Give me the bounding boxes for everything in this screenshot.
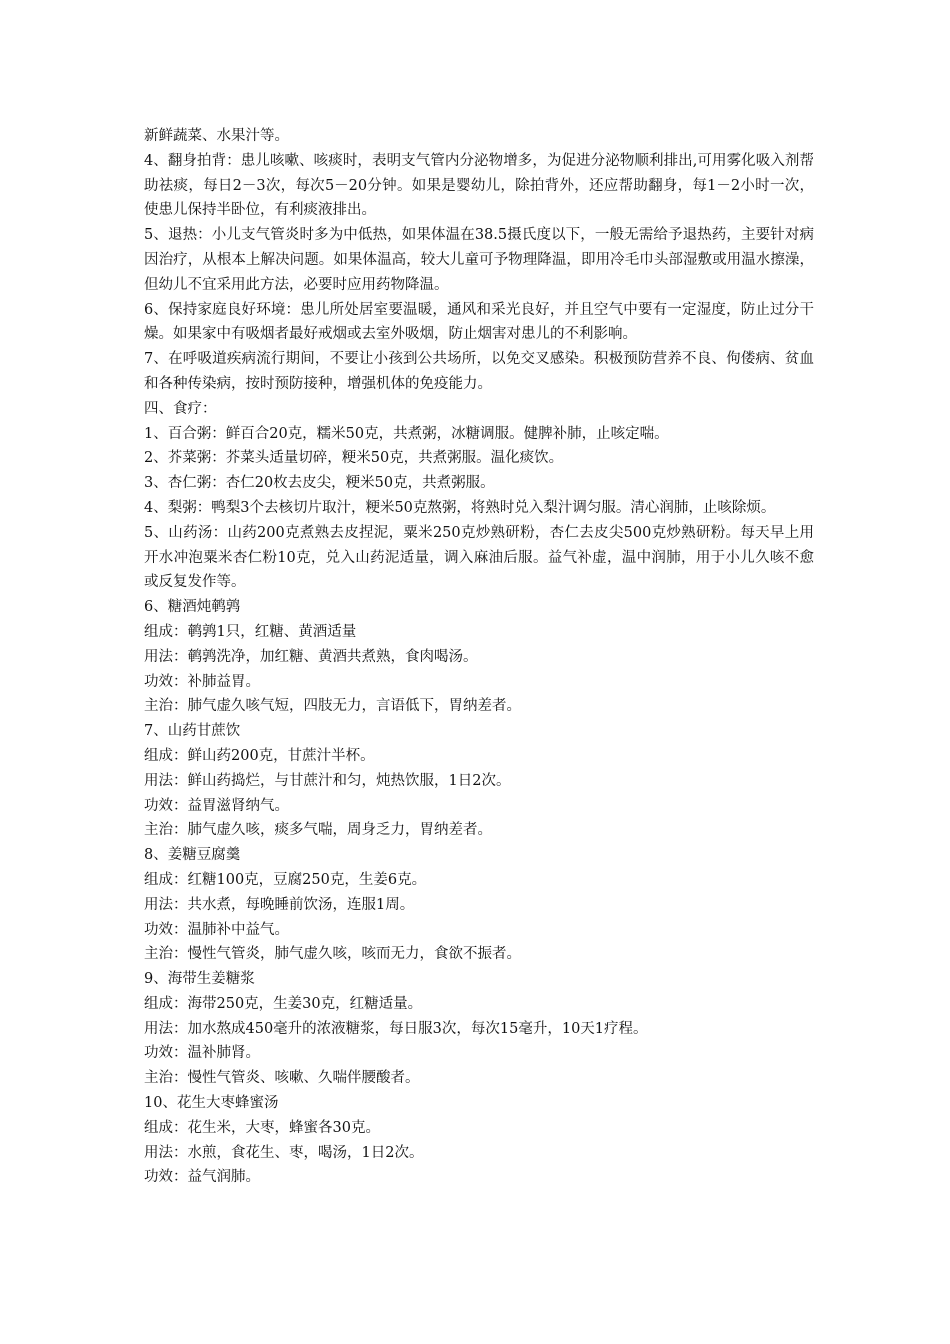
recipe-6-title: 6、糖酒炖鹌鹑 [144,599,241,616]
document-page [144,124,814,1190]
recipe-8-indication: 主治：慢性气管炎，肺气虚久咳，咳而无力，食欲不振者。 [144,946,521,963]
recipe-10-usage: 用法：水煎，食花生、枣，喝汤，1日2次。 [144,1144,424,1161]
recipe-9-indication: 主治：慢性气管炎、咳嗽、久喘伴腰酸者。 [144,1070,420,1087]
recipe-9-ingredients: 组成：海带250克，生姜30克，红糖适量。 [144,995,423,1012]
paragraph-care-6: 6、保持家庭良好环境：患儿所处居室要温暖，通风和采光良好，并且空气中要有一定湿度，防止过分干燥。如果家中有吸烟者最好戒烟或去室外吸烟，防止烟害对患儿的不利影响。 [144,301,814,343]
recipe-3: 3、杏仁粥：杏仁20枚去皮尖，粳米50克，共煮粥服。 [144,475,495,492]
section-heading-diet: 四、食疗： [144,400,217,417]
recipe-7-usage: 用法：鲜山药捣烂，与甘蔗汁和匀，炖热饮服，1日2次。 [144,772,511,789]
recipe-8-ingredients: 组成：红糖100克，豆腐250克，生姜6克。 [144,871,427,888]
recipe-5: 5、山药汤：山药200克煮熟去皮捏泥，粟米250克炒熟研粉，杏仁去皮尖500克炒熟研粉。每天早上用开水冲泡粟米杏仁粉10克，兑入山药泥适量，调入麻油后服。益气补虚，温中润肺，用于小儿久咳不愈或反复发作等。 [144,524,814,591]
recipe-7-ingredients: 组成：鲜山药200克，甘蔗汁半杯。 [144,747,375,764]
recipe-2: 2、芥菜粥：芥菜头适量切碎，粳米50克，共煮粥服。温化痰饮。 [144,450,564,467]
recipe-6-indication: 主治：肺气虚久咳气短，四肢无力，言语低下，胃纳差者。 [144,698,521,715]
recipe-6-usage: 用法：鹌鹑洗净，加红糖、黄酒共煮熟，食肉喝汤。 [144,648,478,665]
recipe-10-title: 10、花生大枣蜂蜜汤 [144,1095,279,1112]
recipe-4: 4、梨粥：鸭梨3个去核切片取汁，粳米50克熬粥，将熟时兑入梨汁调匀服。清心润肺，止咳除烦。 [144,499,776,516]
recipe-6-ingredients: 组成：鹌鹑1只，红糖、黄酒适量 [144,623,357,640]
recipe-8-title: 8、姜糖豆腐羹 [144,847,241,864]
recipe-9-effect: 功效：温补肺肾。 [144,1045,260,1062]
paragraph-care-7: 7、在呼吸道疾病流行期间，不要让小孩到公共场所，以免交叉感染。积极预防营养不良、佝偻病、贫血和各种传染病，按时预防接种，增强机体的免疫能力。 [144,351,814,392]
recipe-7-effect: 功效：益胃滋肾纳气。 [144,797,289,814]
recipe-6-effect: 功效：补肺益胃。 [144,673,260,690]
recipe-7-title: 7、山药甘蔗饮 [144,723,241,740]
paragraph-care-5: 5、退热：小儿支气管炎时多为中低热，如果体温在38.5摄氏度以下，一般无需给予退热药，主要针对病因治疗，从根本上解决问题。如果体温高，较大儿童可予物理降温，即用冷毛巾头部湿敷或用温水擦澡，但幼儿不宜采用此方法，必要时应用药物降温。 [144,227,814,293]
recipe-1: 1、百合粥：鲜百合20克，糯米50克，共煮粥，冰糖调服。健脾补肺，止咳定喘。 [144,425,669,442]
recipe-10-effect: 功效：益气润肺。 [144,1169,260,1186]
recipe-9-title: 9、海带生姜糖浆 [144,971,255,988]
recipe-9-usage: 用法：加水熬成450毫升的浓液糖浆，每日服3次，每次15毫升，10天1疗程。 [144,1020,648,1037]
recipe-10-ingredients: 组成：花生米，大枣，蜂蜜各30克。 [144,1119,380,1136]
recipe-8-usage: 用法：共水煮，每晚睡前饮汤，连服1周。 [144,896,415,913]
paragraph-care-4: 4、翻身拍背：患儿咳嗽、咳痰时，表明支气管内分泌物增多，为促进分泌物顺利排出,可用雾化吸入剂帮助祛痰，每日2－3次，每次5－20分钟。如果是婴幼儿，除拍背外，还应帮助翻身，每1－2小时一次，使患儿保持半卧位，有利痰液排出。 [144,152,814,219]
paragraph-intro-tail: 新鲜蔬菜、水果汁等。 [144,128,289,144]
recipe-8-effect: 功效：温肺补中益气。 [144,921,289,938]
recipe-7-indication: 主治：肺气虚久咳，痰多气喘，周身乏力，胃纳差者。 [144,822,492,839]
